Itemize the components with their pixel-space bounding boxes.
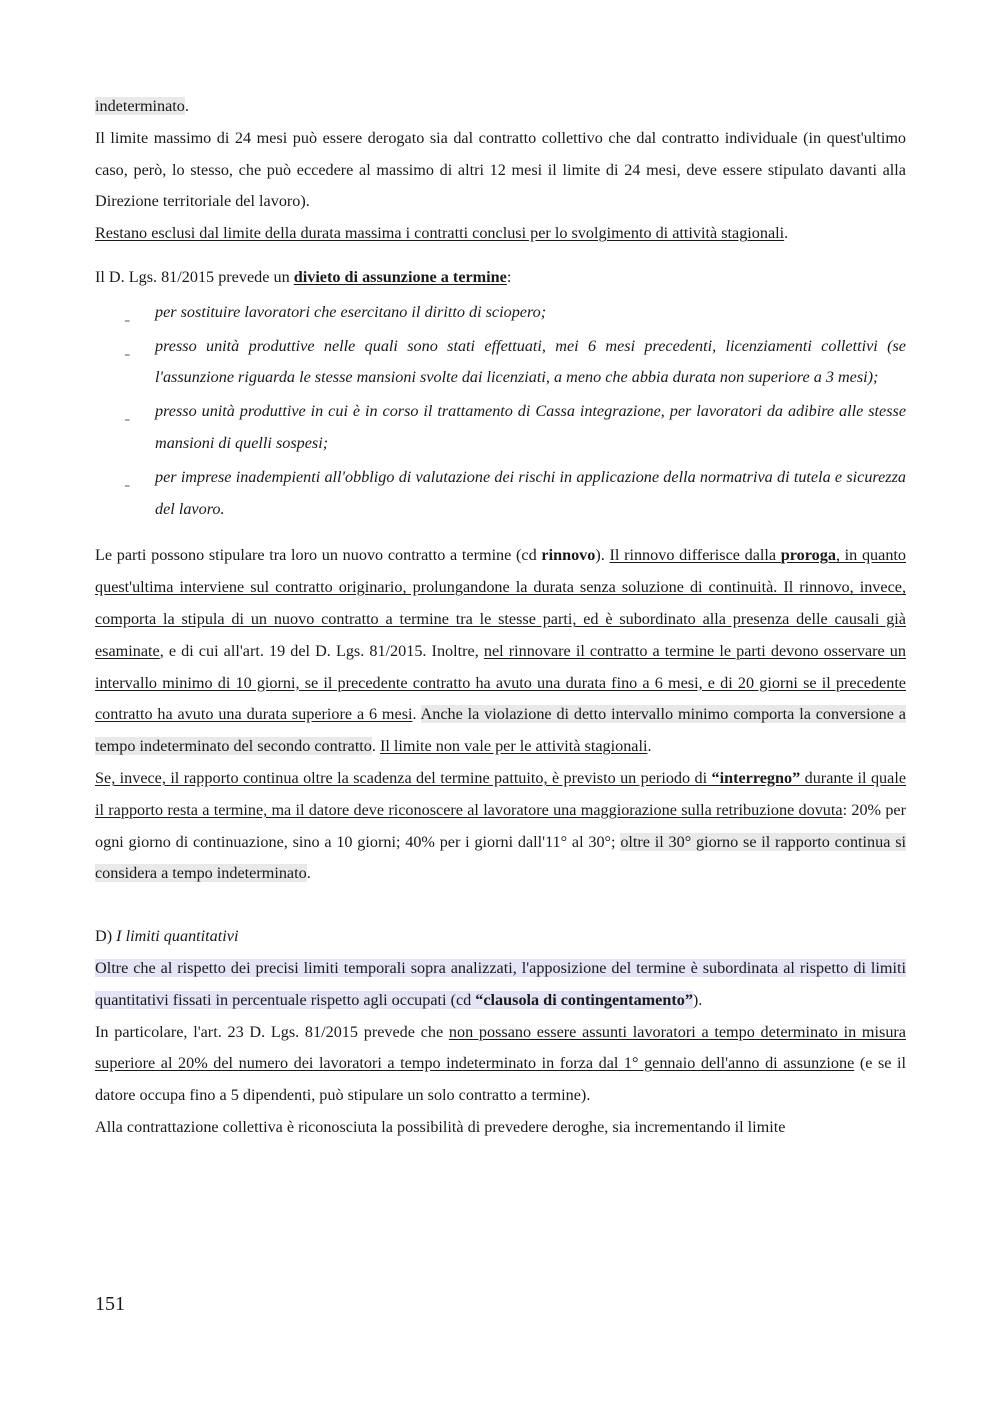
list-item: ‗ presso unità produttive in cui è in corso il trattamento di Cassa integrazione, per lavoratori da adibire alle stesse mansioni di quelli sospesi; [125,402,906,452]
paragraph-5: Le parti possono stipulare tra loro un nuovo contratto a termine (cd rinnovo). Il rinnovo differisce dalla proroga, in quanto quest'ultima interviene sul contratto originario, prolungandone la durata senza soluzione di continuità. Il rinnovo, invece, comporta la stipula di un nuovo contratto a termine tra le stesse parti, ed è subordinato alla presenza delle causali già esaminate, e di cui all'art. 19 del D. Lgs. 81/2015. Inoltre, nel rinnovare il contratto a termine le parti devono osservare un intervallo minimo di 10 giorni, se il precedente contratto ha avuto una durata fino a 6 mesi, e di 20 giorni se il precedente contratto ha avuto una durata superiore a 6 mesi. Anche la violazione di detto intervallo minimo comporta la conversione a tempo indeterminato del secondo contratto. Il limite non vale per le attività stagionali. [95,546,906,756]
paragraph-2: Il limite massimo di 24 mesi può essere derogato sia dal contratto collettivo che dal contratto individuale (in quest'ultimo caso, però, lo stesso, che può eccedere al massimo di altri 12 mesi il limite di 24 mesi, deve essere stipulato davanti alla Direzione territoriale del lavoro). [95,128,906,211]
paragraph-7: Oltre che al rispetto dei precisi limiti temporali sopra analizzati, l'apposizione del termine è subordinata al rispetto di limiti quantitativi fissati in percentuale rispetto agli occupati (cd “clausola di contingentamento”). [95,958,906,1009]
paragraph-8: In particolare, l'art. 23 D. Lgs. 81/2015 prevede che non possano essere assunti lavoratori a tempo determinato in misura superiore al 20% del numero dei lavoratori a tempo indeterminato in forza dal 1° gennaio dell'anno di assunzione (e se il datore occupa fino a 5 dipendenti, può stipulare un solo contratto a termine). [95,1022,906,1105]
section-heading-d: D) I limiti quantitativi [95,927,239,946]
bullet-marker: ‗ [125,344,130,355]
bullet-marker: ‗ [125,410,130,421]
paragraph-3: Restano esclusi dal limite della durata massima i contratti conclusi per lo svolgimento di attività stagionali. [95,224,789,243]
paragraph-6: Se, invece, il rapporto continua oltre la scadenza del termine pattuito, è previsto un periodo di “interregno” durante il quale il rapporto resta a termine, ma il datore deve riconoscere al lavoratore una maggiorazione sulla retribuzione dovuta: 20% per ogni giorno di continuazione, sino a 10 giorni; 40% per i giorni dall'11° al 30°; oltre il 30° giorno se il rapporto continua si considera a tempo indeterminato. [95,768,906,883]
list-item: ‗ presso unità produttive nelle quali sono stati effettuati, mei 6 mesi precedenti, licenziamenti collettivi (se l'assunzione riguarda le stesse mansioni svolte dai licenziati, a meno che abbia durata non superiore a 3 mesi); [125,336,906,387]
page-content [95,91,906,1144]
page-number: 151 [95,1293,125,1315]
bullet-marker: ‗ [125,310,130,321]
list-item: ‗ per sostituire lavoratori che esercitano il diritto di sciopero; [125,302,547,321]
paragraph-4: Il D. Lgs. 81/2015 prevede un divieto di assunzione a termine: [95,267,512,286]
paragraph-1: indeterminato. [95,97,189,115]
highlighted-text: indeterminato [95,97,185,115]
paragraph-9: Alla contrattazione collettiva è riconosciuta la possibilità di prevedere deroghe, sia incrementando il limite [95,1117,786,1136]
bold-underlined-text: divieto di assunzione a termine [293,267,507,286]
bullet-list [95,297,906,526]
list-item: ‗ per imprese inadempienti all'obbligo di valutazione dei rischi in applicazione della normatriva di tutela e sicurezza del lavoro. [125,467,906,518]
underlined-text: Restano esclusi dal limite della durata massima i contratti conclusi per lo svolgimento di attività stagionali [95,224,785,243]
bullet-marker: ‗ [125,475,130,486]
